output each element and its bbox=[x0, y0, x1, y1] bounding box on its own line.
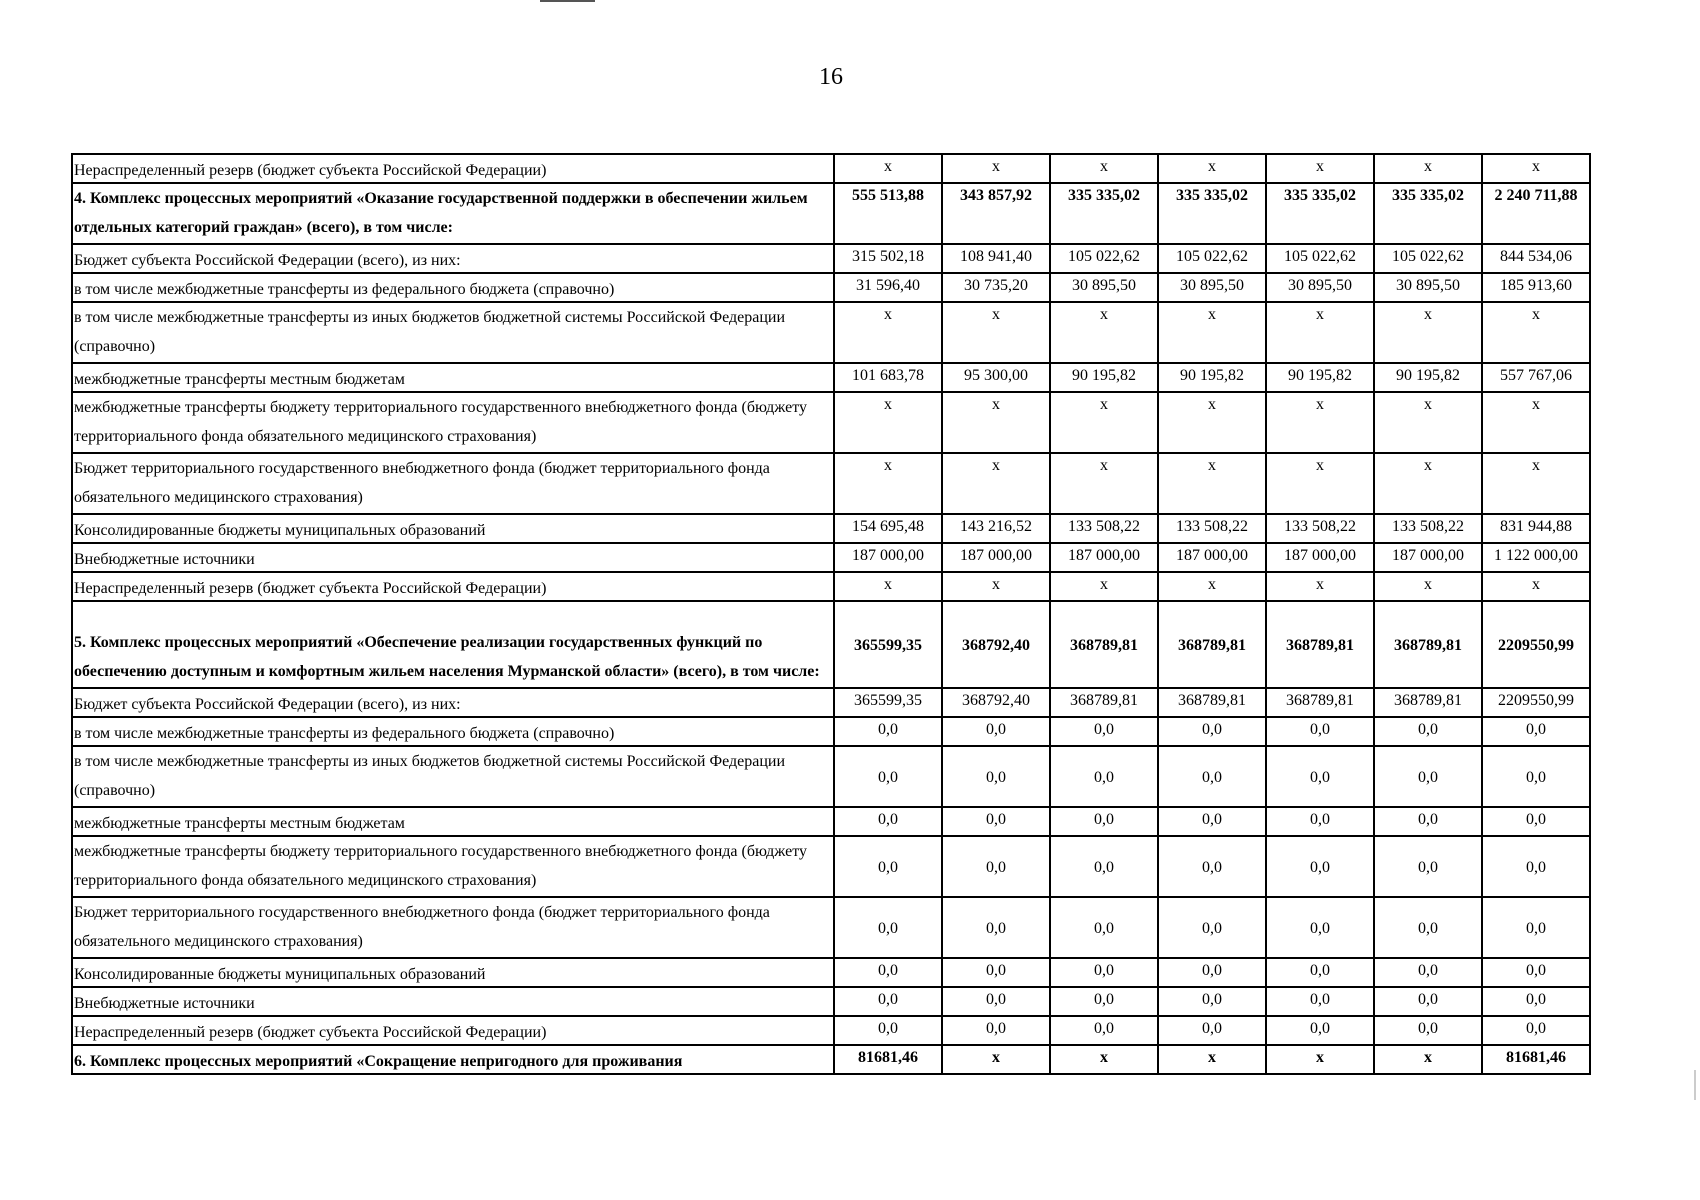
value-cell: 30 895,50 bbox=[1158, 273, 1266, 302]
value-cell: 0,0 bbox=[1158, 746, 1266, 807]
value-cell: x bbox=[1050, 572, 1158, 601]
table-row bbox=[72, 154, 1590, 183]
row-label: Внебюджетные источники bbox=[72, 543, 834, 572]
table-row bbox=[72, 601, 1590, 688]
value-cell: 365599,35 bbox=[834, 601, 942, 688]
value-cell-total: x bbox=[1482, 572, 1590, 601]
table-row bbox=[72, 363, 1590, 392]
table-row bbox=[72, 987, 1590, 1016]
value-cell: x bbox=[1158, 392, 1266, 453]
value-cell: 133 508,22 bbox=[1266, 514, 1374, 543]
value-cell: x bbox=[834, 453, 942, 514]
table-row bbox=[72, 1045, 1590, 1074]
value-cell-total: 0,0 bbox=[1482, 1016, 1590, 1045]
value-cell: 154 695,48 bbox=[834, 514, 942, 543]
value-cell: 0,0 bbox=[1374, 746, 1482, 807]
row-label: Нераспределенный резерв (бюджет субъекта Российской Федерации) bbox=[72, 1016, 834, 1045]
value-cell: x bbox=[1158, 572, 1266, 601]
row-label: в том числе межбюджетные трансферты из федерального бюджета (справочно) bbox=[72, 273, 834, 302]
value-cell: 0,0 bbox=[1374, 717, 1482, 746]
value-cell: 0,0 bbox=[942, 836, 1050, 897]
row-label: Бюджет субъекта Российской Федерации (всего), из них: bbox=[72, 244, 834, 273]
value-cell: 105 022,62 bbox=[1374, 244, 1482, 273]
value-cell: x bbox=[1050, 1045, 1158, 1074]
scan-edge-mark bbox=[1694, 1070, 1696, 1100]
value-cell: x bbox=[1374, 453, 1482, 514]
value-cell: x bbox=[1266, 1045, 1374, 1074]
table-row bbox=[72, 688, 1590, 717]
value-cell: 187 000,00 bbox=[1050, 543, 1158, 572]
table-row bbox=[72, 302, 1590, 363]
value-cell: 133 508,22 bbox=[1158, 514, 1266, 543]
table-row bbox=[72, 807, 1590, 836]
value-cell: 0,0 bbox=[1374, 897, 1482, 958]
row-label: межбюджетные трансферты местным бюджетам bbox=[72, 807, 834, 836]
value-cell: 0,0 bbox=[1050, 717, 1158, 746]
value-cell: x bbox=[1266, 302, 1374, 363]
row-label: в том числе межбюджетные трансферты из федерального бюджета (справочно) bbox=[72, 717, 834, 746]
value-cell: 0,0 bbox=[1374, 987, 1482, 1016]
row-label: межбюджетные трансферты бюджету территориального государственного внебюджетного фонда (бюджету территориального фонда обязательного медицинского страхования) bbox=[72, 392, 834, 453]
value-cell: 335 335,02 bbox=[1374, 183, 1482, 244]
top-rule bbox=[540, 0, 595, 2]
value-cell: 0,0 bbox=[1158, 958, 1266, 987]
row-label: Консолидированные бюджеты муниципальных образований bbox=[72, 514, 834, 543]
value-cell: 0,0 bbox=[834, 717, 942, 746]
table-body bbox=[72, 154, 1590, 1074]
value-cell: 0,0 bbox=[1266, 746, 1374, 807]
row-label: Бюджет территориального государственного внебюджетного фонда (бюджет территориального фонда обязательного медицинского страхования) bbox=[72, 897, 834, 958]
value-cell-total: 185 913,60 bbox=[1482, 273, 1590, 302]
value-cell: x bbox=[1374, 392, 1482, 453]
value-cell: 0,0 bbox=[834, 897, 942, 958]
table-row bbox=[72, 392, 1590, 453]
value-cell: 90 195,82 bbox=[1374, 363, 1482, 392]
table-row bbox=[72, 244, 1590, 273]
value-cell: x bbox=[1050, 154, 1158, 183]
value-cell: 0,0 bbox=[1158, 836, 1266, 897]
table-row bbox=[72, 958, 1590, 987]
value-cell: 90 195,82 bbox=[1050, 363, 1158, 392]
value-cell: 368789,81 bbox=[1374, 601, 1482, 688]
value-cell: x bbox=[1050, 392, 1158, 453]
value-cell: 133 508,22 bbox=[1374, 514, 1482, 543]
table-row bbox=[72, 543, 1590, 572]
value-cell: 335 335,02 bbox=[1050, 183, 1158, 244]
value-cell: x bbox=[1158, 453, 1266, 514]
row-label: 5. Комплекс процессных мероприятий «Обеспечение реализации государственных функций по обеспечению доступным и комфортным жильем населения Мурманской области» (всего), в том числе: bbox=[72, 601, 834, 688]
row-label: Нераспределенный резерв (бюджет субъекта Российской Федерации) bbox=[72, 572, 834, 601]
value-cell: 0,0 bbox=[1374, 836, 1482, 897]
value-cell: 0,0 bbox=[834, 836, 942, 897]
value-cell-total: x bbox=[1482, 453, 1590, 514]
budget-table bbox=[71, 153, 1591, 1075]
value-cell-total: 844 534,06 bbox=[1482, 244, 1590, 273]
value-cell: 0,0 bbox=[834, 958, 942, 987]
value-cell: 105 022,62 bbox=[1050, 244, 1158, 273]
value-cell: x bbox=[1266, 453, 1374, 514]
value-cell: x bbox=[1266, 392, 1374, 453]
value-cell: 0,0 bbox=[942, 987, 1050, 1016]
table-row bbox=[72, 1016, 1590, 1045]
value-cell-total: 81681,46 bbox=[1482, 1045, 1590, 1074]
value-cell: 343 857,92 bbox=[942, 183, 1050, 244]
row-label: Нераспределенный резерв (бюджет субъекта Российской Федерации) bbox=[72, 154, 834, 183]
value-cell: 0,0 bbox=[1050, 746, 1158, 807]
value-cell: x bbox=[834, 302, 942, 363]
value-cell: 101 683,78 bbox=[834, 363, 942, 392]
value-cell-total: 0,0 bbox=[1482, 717, 1590, 746]
value-cell: 143 216,52 bbox=[942, 514, 1050, 543]
value-cell: 30 895,50 bbox=[1266, 273, 1374, 302]
row-label: 4. Комплекс процессных мероприятий «Оказание государственной поддержки в обеспечении жильем отдельных категорий граждан» (всего), в том числе: bbox=[72, 183, 834, 244]
row-label: межбюджетные трансферты местным бюджетам bbox=[72, 363, 834, 392]
value-cell: x bbox=[942, 1045, 1050, 1074]
table-row bbox=[72, 453, 1590, 514]
value-cell: 368792,40 bbox=[942, 601, 1050, 688]
value-cell: 0,0 bbox=[942, 958, 1050, 987]
value-cell: 368789,81 bbox=[1158, 601, 1266, 688]
value-cell: 0,0 bbox=[942, 897, 1050, 958]
value-cell: 0,0 bbox=[1374, 1016, 1482, 1045]
row-label: 6. Комплекс процессных мероприятий «Сокращение непригодного для проживания bbox=[72, 1045, 834, 1074]
table-row bbox=[72, 717, 1590, 746]
table-row bbox=[72, 836, 1590, 897]
value-cell: x bbox=[1374, 572, 1482, 601]
table-row bbox=[72, 572, 1590, 601]
value-cell: 0,0 bbox=[1050, 1016, 1158, 1045]
value-cell-total: 0,0 bbox=[1482, 987, 1590, 1016]
table-row bbox=[72, 273, 1590, 302]
value-cell: 30 735,20 bbox=[942, 273, 1050, 302]
row-label: межбюджетные трансферты бюджету территориального государственного внебюджетного фонда (бюджету территориального фонда обязательного медицинского страхования) bbox=[72, 836, 834, 897]
value-cell: 365599,35 bbox=[834, 688, 942, 717]
value-cell: 335 335,02 bbox=[1158, 183, 1266, 244]
row-label: Бюджет территориального государственного внебюджетного фонда (бюджет территориального фонда обязательного медицинского страхования) bbox=[72, 453, 834, 514]
value-cell: 555 513,88 bbox=[834, 183, 942, 244]
value-cell: 0,0 bbox=[1266, 897, 1374, 958]
value-cell: x bbox=[1374, 1045, 1482, 1074]
value-cell: 368789,81 bbox=[1050, 601, 1158, 688]
value-cell-total: 831 944,88 bbox=[1482, 514, 1590, 543]
row-label: в том числе межбюджетные трансферты из иных бюджетов бюджетной системы Российской Федерации (справочно) bbox=[72, 302, 834, 363]
value-cell: 0,0 bbox=[1266, 807, 1374, 836]
value-cell: 133 508,22 bbox=[1050, 514, 1158, 543]
value-cell: 0,0 bbox=[1050, 958, 1158, 987]
value-cell: 0,0 bbox=[1158, 1016, 1266, 1045]
value-cell: 368792,40 bbox=[942, 688, 1050, 717]
page-number: 16 bbox=[819, 64, 843, 90]
value-cell: 0,0 bbox=[1158, 897, 1266, 958]
value-cell: x bbox=[942, 302, 1050, 363]
value-cell: 368789,81 bbox=[1266, 601, 1374, 688]
value-cell: 90 195,82 bbox=[1266, 363, 1374, 392]
value-cell: x bbox=[942, 154, 1050, 183]
value-cell: x bbox=[1158, 302, 1266, 363]
row-label: Внебюджетные источники bbox=[72, 987, 834, 1016]
table-row bbox=[72, 183, 1590, 244]
value-cell: 0,0 bbox=[1266, 1016, 1374, 1045]
value-cell: x bbox=[942, 392, 1050, 453]
value-cell: 0,0 bbox=[1266, 717, 1374, 746]
value-cell: 0,0 bbox=[834, 746, 942, 807]
value-cell-total: 557 767,06 bbox=[1482, 363, 1590, 392]
value-cell: 0,0 bbox=[1266, 836, 1374, 897]
table-row bbox=[72, 897, 1590, 958]
value-cell: 0,0 bbox=[942, 807, 1050, 836]
value-cell: 0,0 bbox=[1050, 987, 1158, 1016]
value-cell: 0,0 bbox=[1158, 987, 1266, 1016]
value-cell: 368789,81 bbox=[1050, 688, 1158, 717]
value-cell: 0,0 bbox=[1158, 717, 1266, 746]
value-cell: 368789,81 bbox=[1158, 688, 1266, 717]
value-cell: 187 000,00 bbox=[942, 543, 1050, 572]
value-cell: 81681,46 bbox=[834, 1045, 942, 1074]
value-cell: x bbox=[834, 154, 942, 183]
table-row bbox=[72, 746, 1590, 807]
value-cell-total: 1 122 000,00 bbox=[1482, 543, 1590, 572]
value-cell: x bbox=[1266, 572, 1374, 601]
value-cell-total: 0,0 bbox=[1482, 836, 1590, 897]
value-cell: x bbox=[1158, 154, 1266, 183]
value-cell: 0,0 bbox=[1050, 897, 1158, 958]
row-label: Бюджет субъекта Российской Федерации (всего), из них: bbox=[72, 688, 834, 717]
value-cell: 0,0 bbox=[1050, 807, 1158, 836]
value-cell-total: 2209550,99 bbox=[1482, 601, 1590, 688]
value-cell: 368789,81 bbox=[1374, 688, 1482, 717]
value-cell-total: 0,0 bbox=[1482, 958, 1590, 987]
value-cell: 30 895,50 bbox=[1050, 273, 1158, 302]
value-cell: 0,0 bbox=[1266, 987, 1374, 1016]
value-cell-total: 2209550,99 bbox=[1482, 688, 1590, 717]
value-cell: x bbox=[834, 572, 942, 601]
value-cell: 187 000,00 bbox=[834, 543, 942, 572]
table-row bbox=[72, 514, 1590, 543]
value-cell: 90 195,82 bbox=[1158, 363, 1266, 392]
value-cell: 187 000,00 bbox=[1266, 543, 1374, 572]
value-cell: 105 022,62 bbox=[1158, 244, 1266, 273]
value-cell: 0,0 bbox=[834, 807, 942, 836]
value-cell: 108 941,40 bbox=[942, 244, 1050, 273]
value-cell: 0,0 bbox=[1374, 807, 1482, 836]
value-cell: 187 000,00 bbox=[1158, 543, 1266, 572]
value-cell: x bbox=[1374, 154, 1482, 183]
value-cell-total: 0,0 bbox=[1482, 807, 1590, 836]
value-cell: x bbox=[834, 392, 942, 453]
row-label: в том числе межбюджетные трансферты из иных бюджетов бюджетной системы Российской Федерации (справочно) bbox=[72, 746, 834, 807]
value-cell: x bbox=[1374, 302, 1482, 363]
value-cell: 315 502,18 bbox=[834, 244, 942, 273]
value-cell: 368789,81 bbox=[1266, 688, 1374, 717]
value-cell-total: x bbox=[1482, 302, 1590, 363]
value-cell: x bbox=[1266, 154, 1374, 183]
value-cell: 335 335,02 bbox=[1266, 183, 1374, 244]
value-cell: 0,0 bbox=[1050, 836, 1158, 897]
value-cell: 95 300,00 bbox=[942, 363, 1050, 392]
value-cell: 31 596,40 bbox=[834, 273, 942, 302]
value-cell-total: 0,0 bbox=[1482, 897, 1590, 958]
value-cell: 105 022,62 bbox=[1266, 244, 1374, 273]
value-cell: x bbox=[942, 572, 1050, 601]
value-cell: x bbox=[1158, 1045, 1266, 1074]
value-cell-total: 2 240 711,88 bbox=[1482, 183, 1590, 244]
value-cell: x bbox=[942, 453, 1050, 514]
value-cell: 0,0 bbox=[1266, 958, 1374, 987]
value-cell: 0,0 bbox=[942, 1016, 1050, 1045]
value-cell-total: 0,0 bbox=[1482, 746, 1590, 807]
value-cell: 0,0 bbox=[1374, 958, 1482, 987]
value-cell: 187 000,00 bbox=[1374, 543, 1482, 572]
value-cell: x bbox=[1050, 302, 1158, 363]
value-cell: x bbox=[1050, 453, 1158, 514]
row-label: Консолидированные бюджеты муниципальных образований bbox=[72, 958, 834, 987]
value-cell: 30 895,50 bbox=[1374, 273, 1482, 302]
value-cell-total: x bbox=[1482, 392, 1590, 453]
value-cell-total: x bbox=[1482, 154, 1590, 183]
value-cell: 0,0 bbox=[1158, 807, 1266, 836]
value-cell: 0,0 bbox=[834, 987, 942, 1016]
value-cell: 0,0 bbox=[834, 1016, 942, 1045]
value-cell: 0,0 bbox=[942, 717, 1050, 746]
value-cell: 0,0 bbox=[942, 746, 1050, 807]
